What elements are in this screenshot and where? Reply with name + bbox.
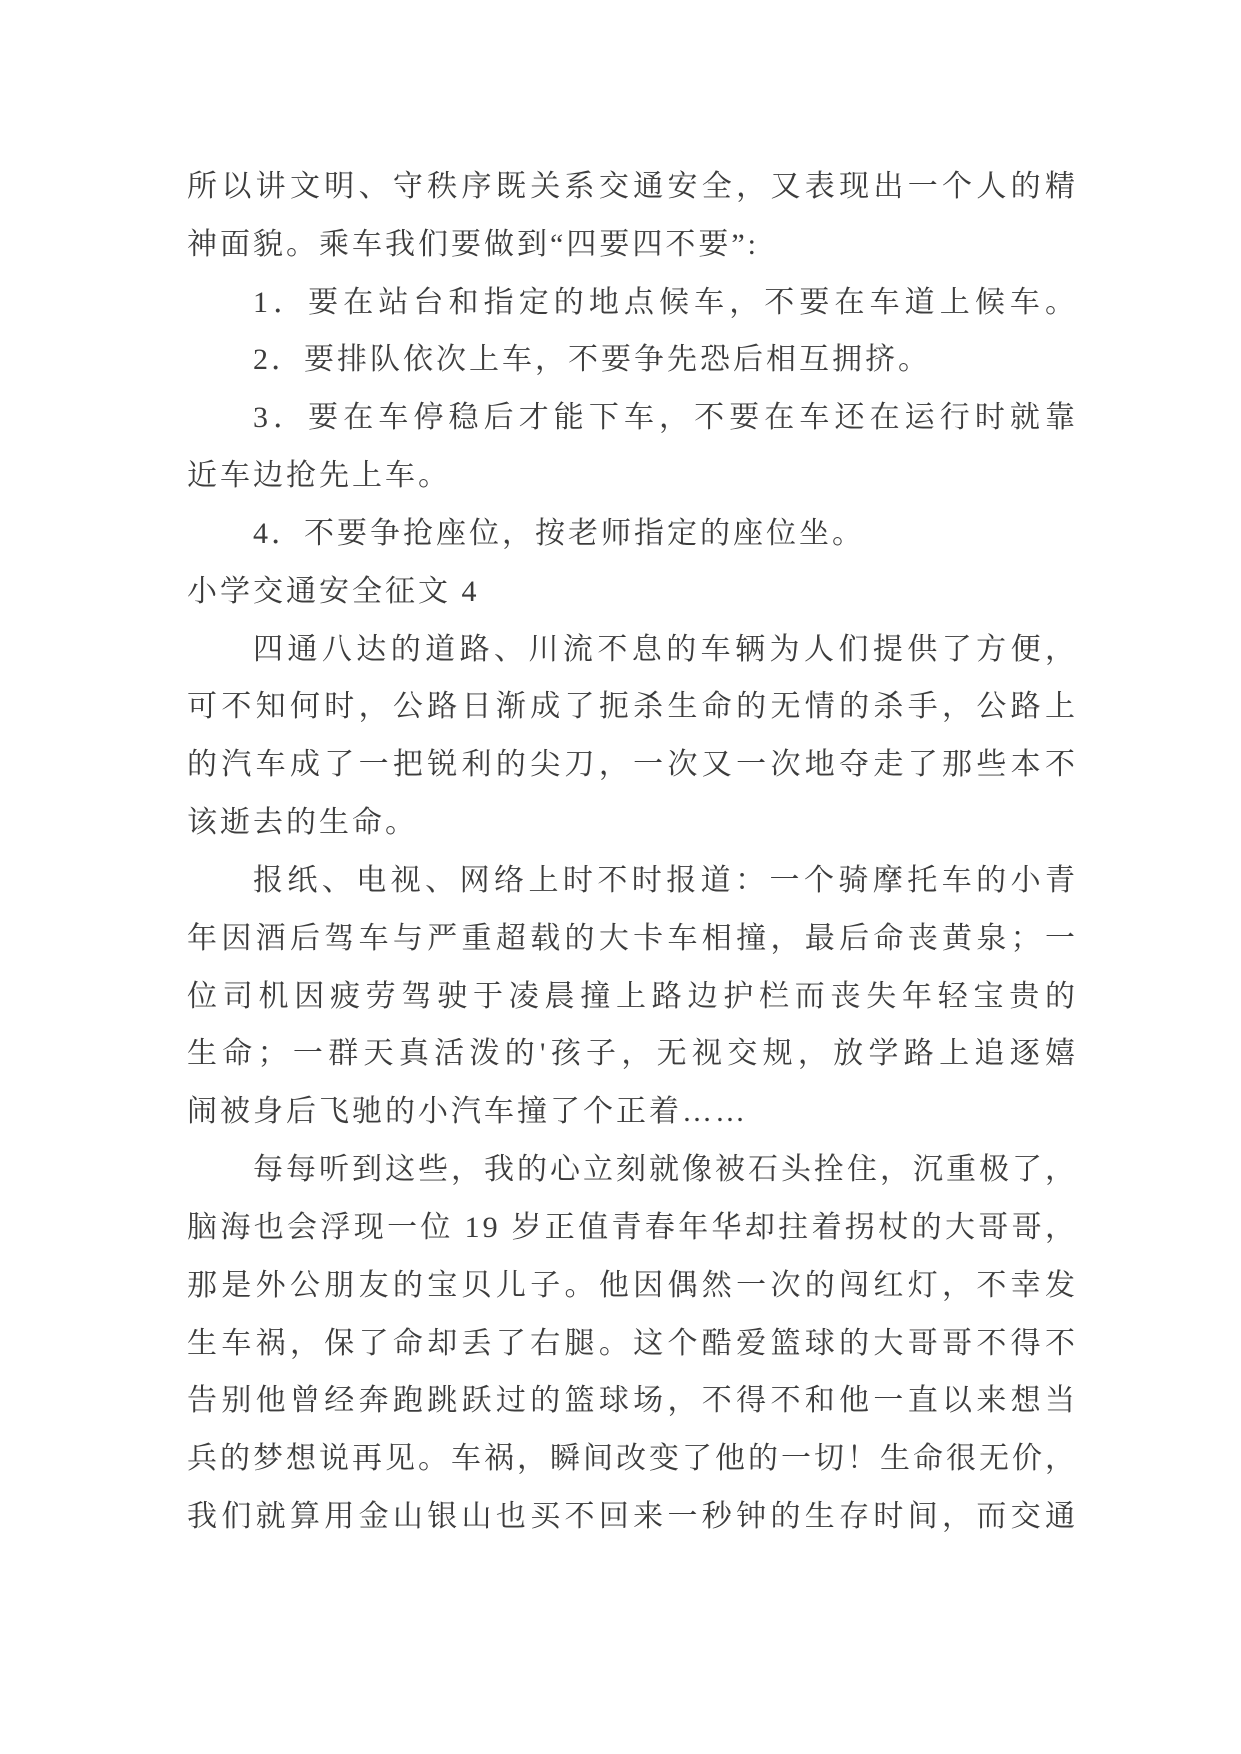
paragraph-numbered-item xyxy=(187,505,1078,563)
text-line: 生车祸，保了命却丢了右腿。这个酷爱篮球的大哥哥不得不 xyxy=(187,1326,1078,1360)
text-line: 兵的梦想说再见。车祸，瞬间改变了他的一切！生命很无价， xyxy=(187,1442,1078,1476)
section-heading-line: 小学交通安全征文 4 xyxy=(187,574,480,608)
paragraph-body-continuation xyxy=(187,158,1078,274)
text-line: 那是外公朋友的宝贝儿子。他因偶然一次的闯红灯，不幸发 xyxy=(187,1268,1078,1302)
text-line: 每每听到这些，我的心立刻就像被石头拴住，沉重极了， xyxy=(253,1153,1078,1187)
document-body xyxy=(187,158,1078,1546)
text-line: 位司机因疲劳驾驶于凌晨撞上路边护栏而丧失年轻宝贵的 xyxy=(187,979,1078,1013)
text-line: 所以讲文明、守秩序既关系交通安全，又表现出一个人的精 xyxy=(187,170,1078,203)
text-line: 近车边抢先上车。 xyxy=(187,459,451,493)
text-line: 1．要在站台和指定的地点候车，不要在车道上候车。 xyxy=(253,285,1078,319)
paragraph-numbered-item xyxy=(187,331,1078,389)
text-line: 四通八达的道路、川流不息的车辆为人们提供了方便， xyxy=(253,632,1078,666)
text-line: 可不知何时，公路日渐成了扼杀生命的无情的杀手，公路上 xyxy=(187,690,1078,724)
text-line: 闹被身后飞驰的小汽车撞了个正着…… xyxy=(187,1095,748,1129)
text-line: 我们就算用金山银山也买不回来一秒钟的生存时间，而交通 xyxy=(187,1500,1078,1534)
paragraph-body xyxy=(187,621,1078,852)
text-line: 神面貌。乘车我们要做到“四要四不要”: xyxy=(187,227,759,261)
text-line: 4．不要争抢座位，按老师指定的座位坐。 xyxy=(253,516,865,550)
text-line: 2．要排队依次上车，不要争先恐后相互拥挤。 xyxy=(253,343,931,377)
paragraph-numbered-item xyxy=(187,389,1078,505)
text-line: 生命；一群天真活泼的'孩子，无视交规，放学路上追逐嬉 xyxy=(187,1037,1078,1071)
text-line: 报纸、电视、网络上时不时报道：一个骑摩托车的小青 xyxy=(253,863,1078,897)
text-line: 3．要在车停稳后才能下车，不要在车还在运行时就靠 xyxy=(253,401,1078,435)
text-line: 年因酒后驾车与严重超载的大卡车相撞，最后命丧黄泉；一 xyxy=(187,921,1078,955)
text-line: 告别他曾经奔跑跳跃过的篮球场，不得不和他一直以来想当 xyxy=(187,1384,1078,1418)
text-line: 该逝去的生命。 xyxy=(187,806,418,840)
paragraph-body xyxy=(187,1141,1078,1546)
text-line: 的汽车成了一把锐利的尖刀，一次又一次地夺走了那些本不 xyxy=(187,748,1078,782)
text-line: 脑海也会浮现一位 19 岁正值青春年华却拄着拐杖的大哥哥， xyxy=(187,1210,1078,1244)
paragraph-numbered-item xyxy=(187,274,1078,332)
section-heading xyxy=(187,563,1078,621)
paragraph-body xyxy=(187,852,1078,1141)
